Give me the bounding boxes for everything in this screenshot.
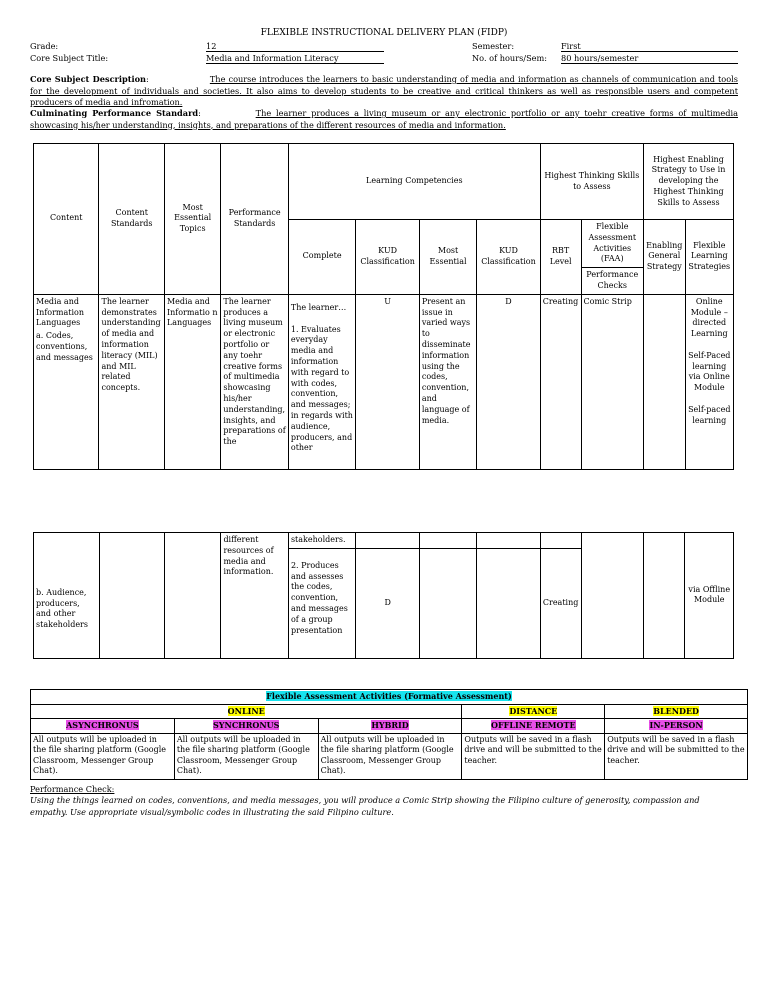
row1-kud1: U [356,294,419,469]
row1-kud2: D [477,294,540,469]
faa-distance-cell [462,704,605,719]
row2-performance-standards: different resources of media and information. [221,533,289,659]
row2-most-essential-top [419,533,476,549]
subject-value: Media and Information Literacy [206,53,384,64]
header-flexible-learning-strategies: Flexible Learning Strategies [685,220,733,295]
row2-content-standards [99,533,165,659]
culminating-label: Culminating Performance Standard [30,108,199,118]
row1-faa: Comic Strip [581,294,643,469]
culminating-performance-standard: Culminating Performance Standard: The learner produces a living museum or any electronic portfolio or any toehr creative forms of multimedia showcasing his/her understanding, insights, and preparations of the different resources of media and information. [30,108,738,130]
faa-synchronus-cell [174,719,318,734]
grade-value: 12 [206,41,384,52]
faa-synchronus: SYNCHRONUS [213,720,280,730]
header-enabling-general-strategy: Enabling General Strategy [643,220,685,295]
row1-performance-standards: The learner produces a living museum or electronic portfolio or any toehr creative forms of multimedia showcasing his/her understanding, insights, and preparations of the [221,294,289,469]
fidp-table [33,143,734,470]
header-learning-competencies: Learning Competencies [288,144,540,220]
header-most-essential: Most Essential [419,220,476,295]
hours-value: 80 hours/semester [561,53,738,64]
row2-rbt-top [540,533,581,549]
faa-blended: BLENDED [653,705,699,716]
faa-title: Flexible Assessment Activities (Formative Assessment) [266,691,512,701]
row2-content: b. Audience, producers, and other stakeholders [34,533,100,659]
fidp-table-continued [33,532,734,659]
faa-hybrid-cell [318,719,462,734]
header-performance-standards: Performance Standards [221,144,289,295]
row2-faa [581,533,643,659]
header-highest-thinking-skills: Highest Thinking Skills to Assess [540,144,643,220]
faa-offline-remote-desc: Outputs will be saved in a flash drive and will be submitted to the teacher. [462,733,605,779]
core-subject-description: Core Subject Description: The course introduces the learners to basic understanding of media and information as channels of communication and tools for the development of individuals and societies. It also aims to develop students to be creative and critical thinkers as well as responsible users and competent producers of media and infromation. [30,74,738,108]
faa-offline-remote-cell [462,719,605,734]
row2-kud2 [477,548,540,658]
row2-complete: 2. Produces and assesses the codes, convention, and messages of a group presentation [288,548,356,658]
performance-check-label: Performance Check: [30,784,115,794]
faa-blended-cell [605,704,748,719]
faa-online: ONLINE [227,705,265,716]
semester-value: First [561,41,738,52]
row2-flexible-learning: via Offline Module [685,533,734,659]
description-label: Core Subject Description [30,74,147,84]
row1-topics: Media and Informatio n Languages [164,294,220,469]
header-highest-enabling-strategy: Highest Enabling Strategy to Use in developing the Highest Thinking Skills to Assess [643,144,733,220]
header-kud-classification-1: KUD Classification [356,220,419,295]
faa-in-person-desc: Outputs will be saved in a flash drive and will be submitted to the teacher. [605,733,748,779]
semester-label: Semester: [472,41,515,51]
row1-most-essential: Present an issue in varied ways to disseminate information using the codes, convention, and language of media. [419,294,476,469]
header-content: Content [34,144,99,295]
row2-kud1-top [356,533,419,549]
row1-complete: The learner… 1. Evaluates everyday media and information with regard to with codes, convention, and messages; in regards with audience, producers, and other [288,294,356,469]
grade-label: Grade: [30,41,59,51]
row2-most-essential [419,548,476,658]
row2-topics [165,533,221,659]
faa-asynchronus: ASYNCHRONUS [66,720,139,730]
faa-asynchronus-cell [31,719,175,734]
faa-asynchronus-desc: All outputs will be uploaded in the file sharing platform (Google Classroom, Messenger Group Chat). [31,733,175,779]
faa-hybrid: HYBRID [371,720,409,730]
faa-online-cell [31,704,462,719]
page-title: FLEXIBLE INSTRUCTIONAL DELIVERY PLAN (FIDP) [260,28,508,38]
header-complete: Complete [288,220,356,295]
hours-label: No. of hours/Sem: [472,53,548,63]
header-faa: Flexible Assessment Activities (FAA) [581,220,643,268]
description-text: The course introduces the learners to basic understanding of media and information as channels of communication and tools for the development of individuals and societies. It also aims to develop students to be creative and critical thinkers as well as responsible users and competent producers of media and infromation. [30,74,738,108]
performance-check-text: Using the things learned on codes, conventions, and media messages, you will produce a Comic Strip showing the Filipino culture of generosity, compassion and empathy. Use appropriate visual/symbolic codes in illustrating the said Filipino culture. [30,795,700,817]
row2-complete-cont: stakeholders. [288,533,356,549]
faa-offline-remote: OFFLINE REMOTE [491,720,576,730]
row1-content-standards: The learner demonstrates understanding of media and information literacy (MIL) and MIL related concepts. [99,294,164,469]
row1-rbt: Creating [540,294,581,469]
faa-synchronus-desc: All outputs will be uploaded in the file sharing platform (Google Classroom, Messenger Group Chat). [174,733,318,779]
row2-kud2-top [477,533,540,549]
row2-enabling-general [644,533,685,659]
faa-table [30,689,748,780]
header-kud-classification-2: KUD Classification [477,220,540,295]
header-rbt-level: RBT Level [540,220,581,295]
faa-distance: DISTANCE [509,705,558,716]
row1-enabling-general [643,294,685,469]
header-performance-checks: Performance Checks [581,268,643,295]
row2-rbt: Creating [540,548,581,658]
faa-in-person-cell [605,719,748,734]
row1-content: Media and Information Languages a. Codes, conventions, and messages [34,294,99,469]
header-content-standards: Content Standards [99,144,164,295]
header-most-essential-topics: Most Essential Topics [164,144,220,295]
culminating-text: The learner produces a living museum or any electronic portfolio or any toehr creative forms of multimedia showcasing his/her understanding, insights, and preparations of the different resources of media and information. [30,108,738,130]
row2-kud1: D [356,548,419,658]
row1-flexible-learning: Online Module – directed Learning Self-Paced learning via Online Module Self-paced learning [685,294,733,469]
subject-label: Core Subject Title: [30,53,109,63]
faa-title-cell [31,690,748,705]
faa-in-person: IN-PERSON [649,720,703,730]
faa-hybrid-desc: All outputs will be uploaded in the file sharing platform (Google Classroom, Messenger Group Chat). [318,733,462,779]
